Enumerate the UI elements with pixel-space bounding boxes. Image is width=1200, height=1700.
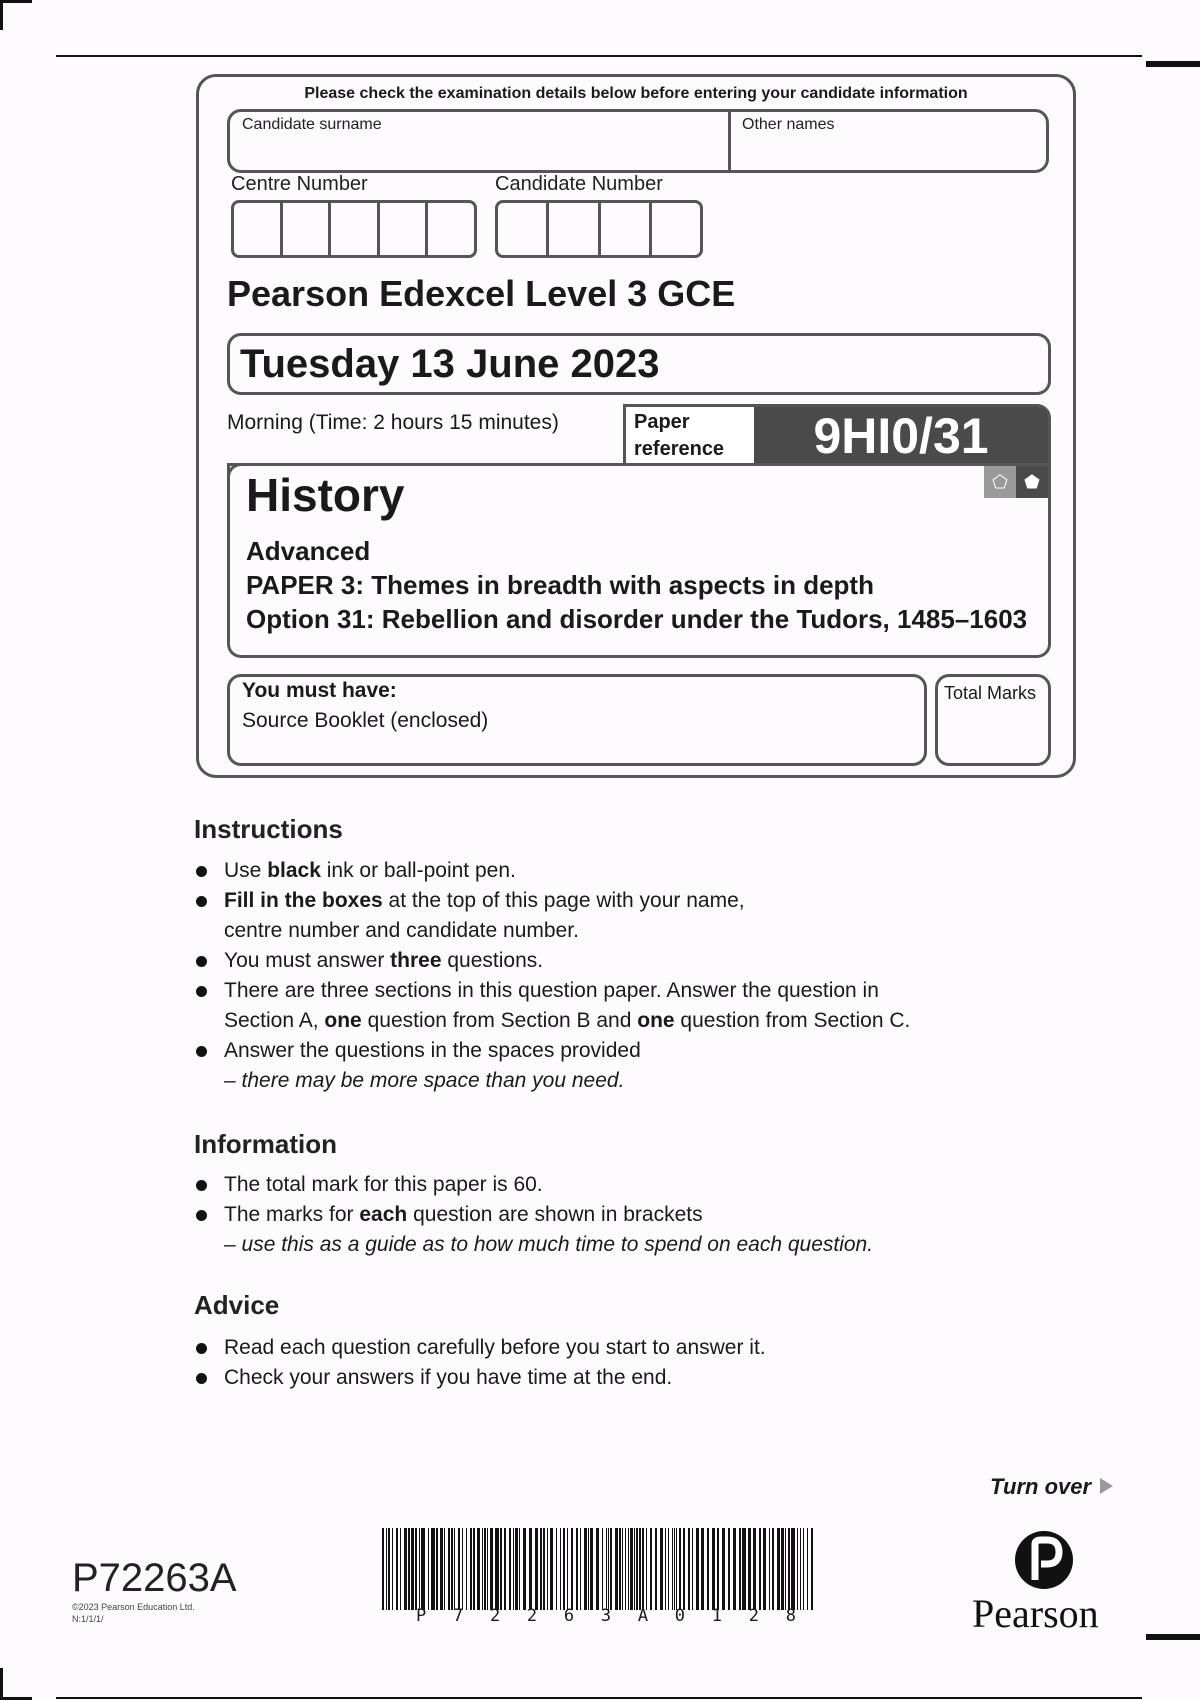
emphasis: one <box>324 1009 362 1032</box>
barcode-bar <box>619 1528 621 1610</box>
barcode-bar <box>636 1528 638 1610</box>
digit-box[interactable] <box>428 203 474 255</box>
digit-box[interactable] <box>331 203 380 255</box>
barcode-bar <box>509 1528 511 1610</box>
text: The marks for <box>224 1203 360 1226</box>
barcode-bar <box>411 1528 414 1610</box>
paper-title: PAPER 3: Themes in breadth with aspects in depth <box>246 570 874 600</box>
barcode-bar <box>580 1528 581 1610</box>
barcode-bar <box>630 1528 633 1610</box>
emphasis: each <box>359 1203 408 1226</box>
barcode-bar <box>540 1528 542 1610</box>
information-title: Information <box>194 1129 337 1159</box>
turn-over-label: Turn over <box>990 1474 1092 1499</box>
must-have-title: You must have: <box>242 679 397 702</box>
barcode-bar <box>500 1528 502 1610</box>
instructions-list <box>194 856 994 1096</box>
advice-list <box>194 1333 994 1393</box>
barcode-char: 2 <box>526 1606 538 1626</box>
barcode-bar <box>515 1528 518 1610</box>
total-marks-label: Total Marks <box>944 683 1037 703</box>
barcode-bar <box>660 1528 663 1610</box>
barcode-bar <box>807 1528 808 1610</box>
barcode-bar <box>748 1528 751 1610</box>
text: – there may be more space than you need. <box>224 1069 625 1092</box>
barcode-bar <box>590 1528 593 1610</box>
other-names-label: Other names <box>742 116 835 133</box>
barcode-bar <box>495 1528 499 1610</box>
barcode-bar <box>622 1528 623 1610</box>
barcode-bar <box>523 1528 526 1610</box>
barcode-bar <box>576 1528 578 1610</box>
list-item <box>194 886 994 946</box>
barcode-bar <box>606 1528 607 1610</box>
bottom-rule <box>56 1697 1142 1699</box>
barcode-bar <box>655 1528 657 1610</box>
barcode-bar <box>448 1528 450 1610</box>
barcode-bar <box>392 1528 393 1610</box>
edge-mark-top-right <box>1146 61 1200 67</box>
barcode-char: 8 <box>785 1606 796 1626</box>
list-item <box>194 976 994 1036</box>
barcode-bar <box>672 1528 673 1610</box>
barcode-bar <box>688 1528 690 1610</box>
exam-board-title: Pearson Edexcel Level 3 GCE <box>227 273 736 314</box>
barcode-bar <box>608 1528 609 1610</box>
barcode-bar <box>628 1528 629 1610</box>
top-rule <box>56 55 1142 57</box>
barcode-bar <box>543 1528 545 1610</box>
total-marks-box[interactable] <box>935 674 1051 766</box>
list-item <box>194 856 994 886</box>
barcode-bar <box>788 1528 790 1610</box>
copyright <box>72 1601 195 1625</box>
information-list <box>194 1170 994 1260</box>
barcode-bar <box>610 1528 612 1610</box>
barcode-bar <box>588 1528 589 1610</box>
barcode-bar <box>396 1528 398 1610</box>
barcode-bar <box>676 1528 677 1610</box>
barcode-bar <box>683 1528 685 1610</box>
text: Read each question carefully before you start to answer it. <box>224 1336 766 1359</box>
barcode-bar <box>728 1528 730 1610</box>
barcode-char: A <box>637 1606 649 1626</box>
barcode-bar <box>674 1528 675 1610</box>
barcode-bar <box>642 1528 644 1610</box>
barcode-bar <box>454 1528 455 1610</box>
barcode-bar <box>458 1528 460 1610</box>
barcode-bar <box>717 1528 719 1610</box>
barcode-bar <box>596 1528 599 1610</box>
barcode-char: 7 <box>452 1606 464 1626</box>
text: The total mark for this paper is 60. <box>224 1173 543 1196</box>
pentagon-filled-icon: ⬟ <box>1016 466 1048 498</box>
barcode-char: 2 <box>748 1606 759 1626</box>
barcode-bar <box>482 1528 483 1610</box>
barcode-char: 6 <box>563 1606 575 1626</box>
barcode-bar <box>772 1528 774 1610</box>
exam-date: Tuesday 13 June 2023 <box>240 342 660 386</box>
barcode-bar <box>567 1528 568 1610</box>
digit-box[interactable] <box>380 203 429 255</box>
text: You must answer <box>224 949 391 972</box>
barcode-bar <box>785 1528 786 1610</box>
level: Advanced <box>246 536 371 566</box>
digit-box[interactable] <box>234 203 283 255</box>
barcode-bar <box>781 1528 784 1610</box>
barcode-bar <box>473 1528 475 1610</box>
barcode-bar <box>791 1528 795 1610</box>
barcode-bar <box>665 1528 666 1610</box>
barcode-bar <box>436 1528 438 1610</box>
barcode-bar <box>639 1528 641 1610</box>
barcode-char: 1 <box>711 1606 722 1626</box>
edge-mark-bottom-right <box>1146 1634 1200 1640</box>
barcode-bar <box>584 1528 587 1610</box>
barcode-bar <box>763 1528 766 1610</box>
list-item <box>194 1363 994 1393</box>
session-time: Morning (Time: 2 hours 15 minutes) <box>227 411 559 434</box>
barcode-bar <box>556 1528 557 1610</box>
emphasis: three <box>390 949 442 972</box>
barcode-bar <box>615 1528 618 1610</box>
list-item <box>194 1036 994 1096</box>
advice-title: Advice <box>194 1290 280 1320</box>
barcode-bar <box>415 1528 417 1610</box>
name-divider <box>728 112 731 170</box>
barcode-bar <box>470 1528 472 1610</box>
barcode-bar <box>513 1528 514 1610</box>
text: questions. <box>441 949 544 972</box>
barcode-bar <box>797 1528 798 1610</box>
digit-box[interactable] <box>283 203 332 255</box>
list-item <box>194 1333 994 1363</box>
barcode-bar <box>400 1528 401 1610</box>
barcode-bar <box>408 1528 410 1610</box>
barcode-bar <box>529 1528 532 1610</box>
pearson-logo-text: Pearson <box>972 1591 1099 1636</box>
candidate-number-label: Candidate Number <box>495 173 663 195</box>
text: at the top of this page with your name, <box>382 889 745 912</box>
barcode-char: 0 <box>674 1606 686 1626</box>
barcode-bar <box>388 1528 390 1610</box>
barcode-bar <box>646 1528 647 1610</box>
surname-label: Candidate surname <box>242 116 382 133</box>
barcode <box>382 1528 814 1610</box>
barcode-bar <box>696 1528 699 1610</box>
pentagon-outline-icon: ⬠ <box>984 466 1016 498</box>
barcode-bar <box>560 1528 561 1610</box>
text: Use <box>224 859 268 882</box>
list-item <box>194 946 994 976</box>
barcode-bar <box>490 1528 493 1610</box>
text: ink or ball-point pen. <box>320 859 516 882</box>
centre-number-label: Centre Number <box>231 173 368 195</box>
barcode-bar <box>712 1528 715 1610</box>
barcode-bar <box>668 1528 669 1610</box>
text: question are shown in brackets <box>407 1203 703 1226</box>
barcode-bar <box>466 1528 467 1610</box>
candidate-number-boxes[interactable] <box>495 200 703 258</box>
text: Section A, <box>224 1009 325 1032</box>
text: question from Section B and <box>361 1009 638 1032</box>
barcode-bar <box>679 1528 681 1610</box>
barcode-bar <box>571 1528 573 1610</box>
paper-reference-label: Paper reference <box>634 411 725 460</box>
turn-over-arrow-icon <box>1100 1478 1113 1494</box>
barcode-bar <box>769 1528 770 1610</box>
exam-details-box <box>196 74 1076 778</box>
barcode-char: P <box>416 1606 427 1626</box>
barcode-bar <box>386 1528 387 1610</box>
check-details-note: Please check the examination details below before entering your candidate information <box>304 85 968 102</box>
barcode-bar <box>739 1528 741 1610</box>
barcode-bar <box>692 1528 693 1610</box>
barcode-bar <box>444 1528 445 1610</box>
text: centre number and candidate number. <box>224 919 579 942</box>
barcode-bar <box>451 1528 453 1610</box>
barcode-bar <box>707 1528 709 1610</box>
digit-box[interactable] <box>549 203 600 255</box>
copyright-code: N:1/1/1/ <box>72 1614 104 1624</box>
paper-reference-box <box>623 404 1051 466</box>
barcode-bar <box>431 1528 435 1610</box>
subject-title: History <box>246 469 405 521</box>
date-box <box>227 333 1051 395</box>
digit-box[interactable] <box>601 203 652 255</box>
barcode-bar <box>477 1528 480 1610</box>
text: question from Section C. <box>674 1009 911 1032</box>
list-item <box>194 1200 994 1260</box>
text: Answer the questions in the spaces provided <box>224 1039 641 1062</box>
list-item <box>194 1170 994 1200</box>
barcode-bar <box>421 1528 425 1610</box>
instructions-title: Instructions <box>194 814 343 844</box>
emphasis: one <box>637 1009 675 1032</box>
copyright-text: ©2023 Pearson Education Ltd. <box>72 1602 195 1612</box>
barcode-bar <box>535 1528 538 1610</box>
must-have-box <box>227 674 927 766</box>
crop-mark-top-left-h <box>0 0 32 3</box>
text: Check your answers if you have time at the end. <box>224 1366 673 1389</box>
barcode-bar <box>811 1528 813 1610</box>
barcode-bar <box>440 1528 443 1610</box>
barcode-bar <box>701 1528 704 1610</box>
text: – use this as a guide as to how much time to spend on each question. <box>224 1233 874 1256</box>
paper-code: P72263A <box>72 1556 237 1600</box>
barcode-bar <box>777 1528 780 1610</box>
digit-box[interactable] <box>498 203 549 255</box>
barcode-bar <box>519 1528 520 1610</box>
barcode-bar <box>742 1528 746 1610</box>
barcode-bar <box>759 1528 761 1610</box>
barcode-char: 2 <box>489 1606 501 1626</box>
barcode-bar <box>504 1528 506 1610</box>
digit-box[interactable] <box>652 203 700 255</box>
barcode-bar <box>547 1528 548 1610</box>
barcode-bar <box>625 1528 626 1610</box>
option-title: Option 31: Rebellion and disorder under the Tudors, 1485–1603 <box>246 604 1028 634</box>
barcode-bar <box>800 1528 801 1610</box>
text: There are three sections in this question paper. Answer the question in <box>224 979 879 1002</box>
barcode-bar <box>419 1528 420 1610</box>
emphasis: Fill in the boxes <box>224 889 383 912</box>
crop-mark-top-left-v <box>0 0 3 30</box>
paper-reference-code: 9HI0/31 <box>754 407 1048 463</box>
paper-icons <box>984 466 1048 498</box>
barcode-bar <box>462 1528 463 1610</box>
barcode-bar <box>428 1528 429 1610</box>
candidate-name-box[interactable] <box>227 109 1049 173</box>
centre-number-boxes[interactable] <box>231 200 477 258</box>
crop-mark-bottom-left-v <box>0 1668 3 1700</box>
barcode-char: 3 <box>600 1606 612 1626</box>
barcode-text <box>416 1606 796 1626</box>
barcode-bar <box>484 1528 486 1610</box>
barcode-bar <box>753 1528 756 1610</box>
barcode-bar <box>803 1528 804 1610</box>
barcode-bar <box>634 1528 635 1610</box>
subject-box <box>227 466 1051 658</box>
barcode-bar <box>382 1528 384 1610</box>
barcode-bar <box>650 1528 652 1610</box>
barcode-bar <box>404 1528 407 1610</box>
barcode-bar <box>550 1528 553 1610</box>
barcode-bar <box>487 1528 488 1610</box>
barcode-bar <box>563 1528 565 1610</box>
barcode-bar <box>602 1528 603 1610</box>
barcode-bar <box>733 1528 736 1610</box>
emphasis: black <box>267 859 321 882</box>
must-have-item: Source Booklet (enclosed) <box>242 709 489 732</box>
barcode-bar <box>722 1528 725 1610</box>
